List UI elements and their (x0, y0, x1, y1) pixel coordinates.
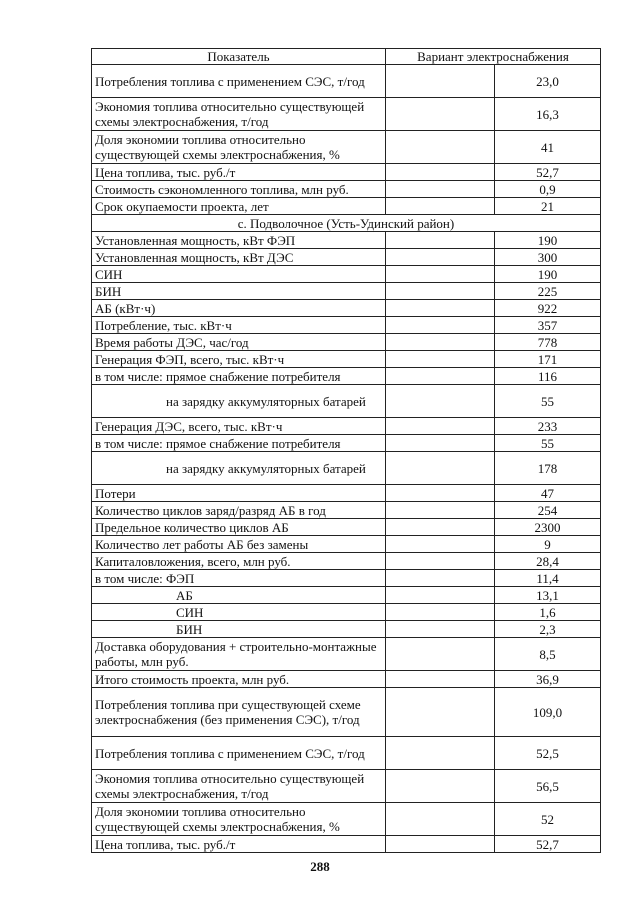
row-spacer (386, 587, 495, 604)
row-label: на зарядку аккумуляторных батарей (92, 385, 386, 418)
table-row (92, 770, 601, 803)
row-label: Количество лет работы АБ без замены (92, 536, 386, 553)
row-spacer (386, 485, 495, 502)
table-row (92, 502, 601, 519)
table-body-top (92, 65, 601, 215)
table-row (92, 485, 601, 502)
row-value: 13,1 (495, 587, 601, 604)
row-spacer (386, 519, 495, 536)
row-label: АБ (кВт·ч) (92, 300, 386, 317)
table-row (92, 803, 601, 836)
row-value: 52,7 (495, 164, 601, 181)
row-value: 190 (495, 232, 601, 249)
table-body-bottom (92, 232, 601, 853)
row-value: 778 (495, 334, 601, 351)
row-value: 11,4 (495, 570, 601, 587)
table-row (92, 621, 601, 638)
row-value: 36,9 (495, 671, 601, 688)
row-spacer (386, 638, 495, 671)
row-label: Стоимость сэкономленного топлива, млн руб. (92, 181, 386, 198)
row-value: 357 (495, 317, 601, 334)
row-value: 171 (495, 351, 601, 368)
table-row (92, 232, 601, 249)
row-spacer (386, 385, 495, 418)
section-title: с. Подволочное (Усть-Удинский район) (92, 215, 601, 232)
row-value: 2,3 (495, 621, 601, 638)
row-value: 233 (495, 418, 601, 435)
row-spacer (386, 266, 495, 283)
row-spacer (386, 803, 495, 836)
table-row (92, 435, 601, 452)
row-label: на зарядку аккумуляторных батарей (92, 452, 386, 485)
row-value: 178 (495, 452, 601, 485)
table-row (92, 587, 601, 604)
table-row (92, 198, 601, 215)
row-value: 41 (495, 131, 601, 164)
table-row (92, 131, 601, 164)
row-value: 47 (495, 485, 601, 502)
row-value: 16,3 (495, 98, 601, 131)
table-row (92, 334, 601, 351)
row-spacer (386, 164, 495, 181)
table-row (92, 671, 601, 688)
row-spacer (386, 232, 495, 249)
row-value: 225 (495, 283, 601, 300)
table-row (92, 519, 601, 536)
row-value: 109,0 (495, 688, 601, 737)
row-label: Доставка оборудования + строительно-монтажные работы, млн руб. (92, 638, 386, 671)
page-number: 288 (310, 859, 330, 874)
row-spacer (386, 737, 495, 770)
row-spacer (386, 836, 495, 853)
table-row (92, 98, 601, 131)
row-spacer (386, 621, 495, 638)
table-row (92, 536, 601, 553)
row-spacer (386, 283, 495, 300)
row-label: Цена топлива, тыс. руб./т (92, 164, 386, 181)
row-spacer (386, 351, 495, 368)
row-label: в том числе: прямое снабжение потребителя (92, 435, 386, 452)
row-label: Время работы ДЭС, час/год (92, 334, 386, 351)
row-label: Потребление, тыс. кВт·ч (92, 317, 386, 334)
row-label: СИН (92, 604, 386, 621)
row-spacer (386, 570, 495, 587)
row-value: 52,5 (495, 737, 601, 770)
row-value: 21 (495, 198, 601, 215)
table-row (92, 65, 601, 98)
row-spacer (386, 418, 495, 435)
table-row (92, 351, 601, 368)
row-label: Потребления топлива с применением СЭС, т/год (92, 65, 386, 98)
row-label: Генерация ФЭП, всего, тыс. кВт·ч (92, 351, 386, 368)
row-spacer (386, 770, 495, 803)
row-value: 55 (495, 385, 601, 418)
row-label: Потери (92, 485, 386, 502)
row-spacer (386, 198, 495, 215)
table-row (92, 553, 601, 570)
row-label: Итого стоимость проекта, млн руб. (92, 671, 386, 688)
table-row (92, 604, 601, 621)
table-row (92, 181, 601, 198)
row-label: Экономия топлива относительно существующей схемы электроснабжения, т/год (92, 98, 386, 131)
row-spacer (386, 334, 495, 351)
row-value: 1,6 (495, 604, 601, 621)
row-label: Доля экономии топлива относительно существующей схемы электроснабжения, % (92, 803, 386, 836)
table-row (92, 368, 601, 385)
row-label: Количество циклов заряд/разряд АБ в год (92, 502, 386, 519)
row-label: Генерация ДЭС, всего, тыс. кВт·ч (92, 418, 386, 435)
row-label: в том числе: ФЭП (92, 570, 386, 587)
row-label: в том числе: прямое снабжение потребителя (92, 368, 386, 385)
header-variant: Вариант электроснабжения (386, 49, 601, 65)
table-row (92, 638, 601, 671)
row-label: Капиталовложения, всего, млн руб. (92, 553, 386, 570)
row-value: 56,5 (495, 770, 601, 803)
row-label: Установленная мощность, кВт ДЭС (92, 249, 386, 266)
row-spacer (386, 536, 495, 553)
row-spacer (386, 98, 495, 131)
table-row (92, 283, 601, 300)
row-spacer (386, 604, 495, 621)
row-spacer (386, 368, 495, 385)
row-value: 28,4 (495, 553, 601, 570)
row-value: 23,0 (495, 65, 601, 98)
table-row (92, 300, 601, 317)
row-spacer (386, 300, 495, 317)
row-label: Экономия топлива относительно существующей схемы электроснабжения, т/год (92, 770, 386, 803)
row-spacer (386, 553, 495, 570)
row-spacer (386, 181, 495, 198)
row-label: АБ (92, 587, 386, 604)
energy-table (91, 48, 601, 853)
table-row (92, 688, 601, 737)
row-value: 2300 (495, 519, 601, 536)
row-label: Установленная мощность, кВт ФЭП (92, 232, 386, 249)
row-label: Потребления топлива при существующей схеме электроснабжения (без применения СЭС), т/год (92, 688, 386, 737)
table-row (92, 164, 601, 181)
row-value: 8,5 (495, 638, 601, 671)
row-label: БИН (92, 283, 386, 300)
row-label: Срок окупаемости проекта, лет (92, 198, 386, 215)
table-row (92, 317, 601, 334)
row-spacer (386, 249, 495, 266)
table-row (92, 570, 601, 587)
row-value: 116 (495, 368, 601, 385)
row-spacer (386, 435, 495, 452)
row-value: 254 (495, 502, 601, 519)
row-value: 0,9 (495, 181, 601, 198)
row-value: 9 (495, 536, 601, 553)
table-row (92, 737, 601, 770)
row-label: Доля экономии топлива относительно существующей схемы электроснабжения, % (92, 131, 386, 164)
row-spacer (386, 131, 495, 164)
row-spacer (386, 671, 495, 688)
row-value: 300 (495, 249, 601, 266)
row-value: 52,7 (495, 836, 601, 853)
row-label: Цена топлива, тыс. руб./т (92, 836, 386, 853)
row-value: 55 (495, 435, 601, 452)
row-label: БИН (92, 621, 386, 638)
row-spacer (386, 688, 495, 737)
row-label: СИН (92, 266, 386, 283)
table-row (92, 385, 601, 418)
table-row (92, 418, 601, 435)
table-row (92, 266, 601, 283)
row-value: 52 (495, 803, 601, 836)
row-value: 922 (495, 300, 601, 317)
table-row (92, 249, 601, 266)
table-row (92, 836, 601, 853)
table-row (92, 452, 601, 485)
row-spacer (386, 65, 495, 98)
row-label: Предельное количество циклов АБ (92, 519, 386, 536)
row-spacer (386, 317, 495, 334)
row-value: 190 (495, 266, 601, 283)
row-label: Потребления топлива с применением СЭС, т/год (92, 737, 386, 770)
row-spacer (386, 452, 495, 485)
header-indicator: Показатель (92, 49, 386, 65)
row-spacer (386, 502, 495, 519)
